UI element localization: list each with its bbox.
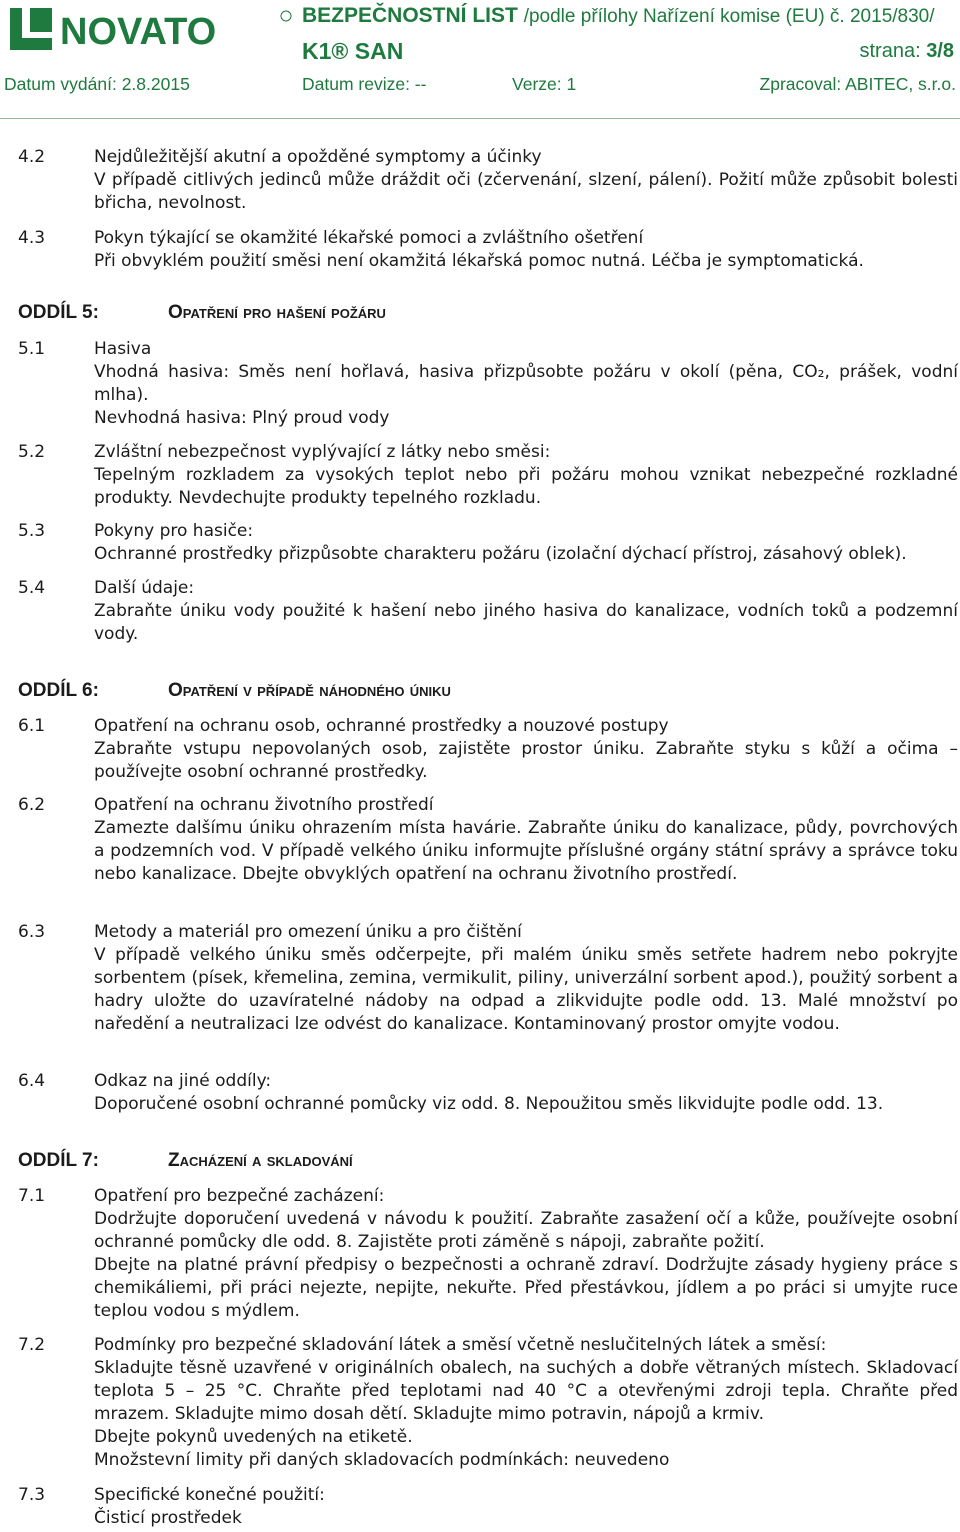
document-subtitle: /podle přílohy Nařízení komise (EU) č. 2015/830/ [523,6,935,27]
item-6-2: 6.2 Opatření na ochranu životního prostředí Zamezte dalšímu úniku ohrazením místa havárie. Zabraňte úniku do kanalizace, půdy, povrchových a podzemních vod. V případě velkého úniku informujte příslušné orgány státní správy a správce toku nebo kanalizace. Dbejte obvyklých opatření na ochranu životního prostředí. [18,795,958,884]
item-5-1: 5.1 Hasiva Vhodná hasiva: Směs není hořlavá, hasiva přizpůsobte požáru v okolí (pěna, CO₂, prášek, vodní mlha). Nevhodná hasiva: Plný proud vody [18,339,958,428]
item-5-3: 5.3 Pokyny pro hasiče: Ochranné prostředky přizpůsobte charakteru požáru (izolační dýchací přístroj, zásahový oblek). [18,521,907,564]
item-4-3: 4.3 Pokyn týkající se okamžité lékařské pomoci a zvláštního ošetření Při obvyklém použití směsi není okamžitá lékařská pomoc nutná. Léčba je symptomatická. [18,228,864,271]
item-7-2: 7.2 Podmínky pro bezpečné skladování látek a směsí včetně neslučitelných látek a směsí: Skladujte těsně uzavřené v originálních obalech, na suchých a dobře větraných místech. Skladovací teplota 5 – 25 °C. Chraňte před teplotami nad 40 °C a otevřenými zdroji tepla. Chraňte před mrazem. Skladujte mimo dosah dětí. Skladujte mimo potravin, nápojů a krmiv. Dbejte pokynů uvedených na etiketě. Množstevní limity při daných skladovacích podmínkách: neuvedeno [18,1335,958,1470]
processed-by: Zpracoval: ABITEC, s.r.o. [759,74,956,94]
item-6-4: 6.4 Odkaz na jiné oddíly: Doporučené osobní ochranné pomůcky viz odd. 8. Nepoužitou směs likvidujte podle odd. 13. [18,1071,884,1114]
item-6-3: 6.3 Metody a materiál pro omezení úniku a pro čištění V případě velkého úniku směs odčerpejte, při malém úniku směs setřete hadrem nebo pokryjte sorbentem (písek, křemelina, zemina, vermikulit, piliny, univerzální sorbent apod.), použitý sorbent a hadry uložte do uzavíratelné nádoby na odpad a zlikvidujte podle odd. 13. Malé množství po naředění a neutralizaci lze odvést do kanalizace. Kontaminovaný prostor omyjte vodou. [18,922,958,1034]
document-meta [4,74,956,96]
issue-date: Datum vydání: 2.8.2015 [4,74,190,94]
revision-date: Datum revize: -- [302,74,427,94]
version: Verze: 1 [512,74,577,94]
document-title: BEZPEČNOSTNÍ LIST /podle přílohy Nařízení komise (EU) č. 2015/830/ [302,4,935,27]
novato-logo [8,6,293,54]
item-7-3: 7.3 Specifické konečné použití: Čisticí prostředek [18,1485,325,1528]
item-5-2: 5.2 Zvláštní nebezpečnost vyplývající z látky nebo směsi: Tepelným rozkladem za vysokých teplot nebo při požáru mohou vznikat nebezpečné rozkladné produkty. Nevdechujte produkty tepelného rozkladu. [18,442,958,508]
item-7-1: 7.1 Opatření pro bezpečné zacházení: Dodržujte doporučení uvedená v návodu k použití. Zabraňte zasažení očí a kůže, používejte osobní ochranné pomůcky dle odd. 8. Zajistěte proti záměně s nápoji, zabraňte požití. Dbejte na platné právní předpisy o bezpečnosti a ochraně zdraví. Dodržujte zásady hygieny práce s chemikáliemi, při práci nejezte, nepijte, nekuřte. Před přestávkou, jídlem a po práci si umyjte ruce teplou vodou s mýdlem. [18,1186,958,1321]
product-name: K1® SAN [302,38,404,64]
document-header [0,0,960,122]
header-divider [0,118,960,119]
item-5-4: 5.4 Další údaje: Zabraňte úniku vody použité k hašení nebo jiného hasiva do kanalizace, vodních toků a podzemní vody. [18,578,958,644]
item-6-1: 6.1 Opatření na ochranu osob, ochranné prostředky a nouzové postupy Zabraňte vstupu nepovolaných osob, zajistěte prostor úniku. Zabraňte styku s kůží a očima – používejte osobní ochranné prostředky. [18,716,958,782]
item-4-2: 4.2 Nejdůležitější akutní a opožděné symptomy a účinky V případě citlivých jedinců může dráždit oči (zčervenání, slzení, pálení). Požití může způsobit bolesti břicha, nevolnost. [18,147,958,213]
page-number: strana: 3/8 [859,40,954,62]
brand-name: NOVATO [60,11,217,53]
